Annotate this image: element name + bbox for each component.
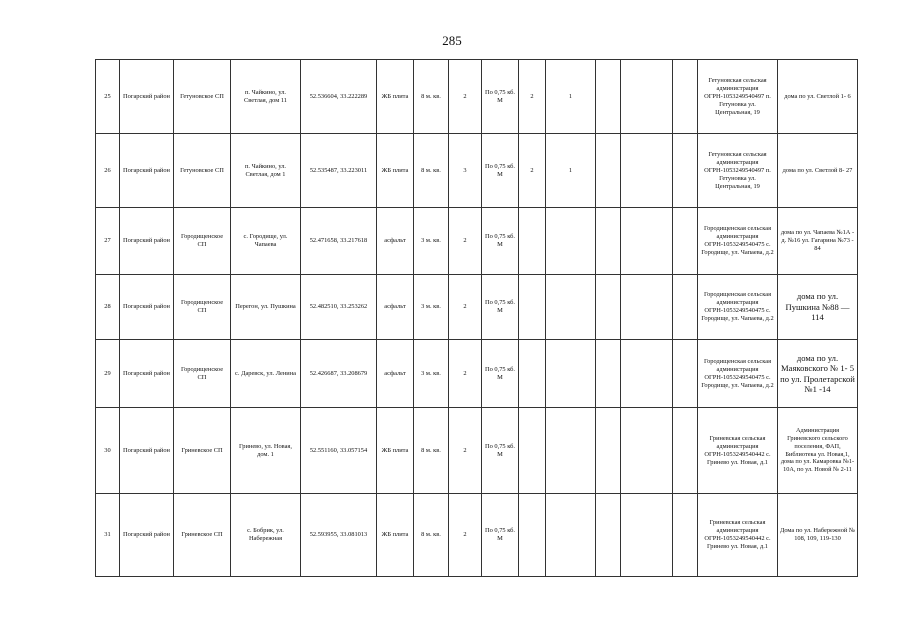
column-13-cell: [673, 208, 698, 275]
owner-cell: Гриневская сельская администрация ОГРН-1053249540442 с. Гринево ул. Новая, д.1: [698, 494, 778, 577]
coordinates-cell: 52.536604, 33.222289: [301, 60, 377, 134]
column-11-cell: [596, 60, 621, 134]
column-12-cell: [621, 60, 673, 134]
column-11-cell: [596, 494, 621, 577]
column-13-cell: [673, 408, 698, 494]
owner-cell: Городищенская сельская администрация ОГРН-1053249540475 с. Городище, ул. Чапаева, д.2: [698, 275, 778, 340]
area-cell: 3 м. кв.: [414, 275, 449, 340]
column-11-cell: [596, 208, 621, 275]
table-body: [96, 60, 858, 577]
column-10-cell: [546, 408, 596, 494]
coordinates-cell: 52.482510, 33.253262: [301, 275, 377, 340]
row-number: 27: [96, 208, 120, 275]
container-volume-cell: По 0,75 кб. М: [482, 494, 519, 577]
settlement-cell: Городищенское СП: [174, 340, 231, 408]
district-cell: Погарский район: [120, 60, 174, 134]
column-12-cell: [621, 494, 673, 577]
column-12-cell: [621, 275, 673, 340]
served-objects-cell: дома по ул. Светлой 8- 27: [778, 134, 858, 208]
container-volume-cell: По 0,75 кб. М: [482, 134, 519, 208]
row-number: 31: [96, 494, 120, 577]
settlement-cell: Гетуновское СП: [174, 134, 231, 208]
owner-cell: Городищенская сельская администрация ОГРН-1053249540475 с. Городище, ул. Чапаева, д.2: [698, 340, 778, 408]
column-9-cell: 2: [519, 134, 546, 208]
served-objects-cell: Дома по ул. Набережной № 108, 109, 119-130: [778, 494, 858, 577]
surface-cell: ЖБ плита: [377, 60, 414, 134]
coordinates-cell: 52.593955, 33.081013: [301, 494, 377, 577]
coordinates-cell: 52.471658, 33.217618: [301, 208, 377, 275]
owner-cell: Гриневская сельская администрация ОГРН-1053249540442 с. Гринево ул. Новая, д.1: [698, 408, 778, 494]
table-row: [96, 340, 858, 408]
district-cell: Погарский район: [120, 494, 174, 577]
area-cell: 3 м. кв.: [414, 340, 449, 408]
district-cell: Погарский район: [120, 408, 174, 494]
address-cell: с. Городище, ул. Чапаева: [231, 208, 301, 275]
column-11-cell: [596, 275, 621, 340]
containers-count-cell: 2: [449, 60, 482, 134]
address-cell: с. Даревск, ул. Ленина: [231, 340, 301, 408]
containers-count-cell: 2: [449, 275, 482, 340]
served-objects-cell: дома по ул. Пушкина №88 — 114: [778, 275, 858, 340]
surface-cell: асфальт: [377, 340, 414, 408]
page-number: 285: [442, 33, 462, 48]
row-number: 30: [96, 408, 120, 494]
owner-cell: Гетуновская сельская администрация ОГРН-1053249540497 п. Гетуновка ул. Центральная, 19: [698, 134, 778, 208]
column-9-cell: [519, 494, 546, 577]
container-volume-cell: По 0,75 кб. М: [482, 275, 519, 340]
containers-count-cell: 2: [449, 408, 482, 494]
container-volume-cell: По 0,75 кб. М: [482, 340, 519, 408]
column-12-cell: [621, 134, 673, 208]
district-cell: Погарский район: [120, 134, 174, 208]
registry-table: [95, 59, 858, 577]
column-9-cell: [519, 275, 546, 340]
column-13-cell: [673, 275, 698, 340]
settlement-cell: Гриневское СП: [174, 494, 231, 577]
column-12-cell: [621, 340, 673, 408]
served-objects-cell: дома по ул. Светлой 1- 6: [778, 60, 858, 134]
coordinates-cell: 52.426687, 33.208679: [301, 340, 377, 408]
table-row: [96, 494, 858, 577]
surface-cell: асфальт: [377, 208, 414, 275]
row-number: 29: [96, 340, 120, 408]
district-cell: Погарский район: [120, 340, 174, 408]
table-row: [96, 208, 858, 275]
surface-cell: асфальт: [377, 275, 414, 340]
table-row: [96, 408, 858, 494]
containers-count-cell: 2: [449, 340, 482, 408]
row-number: 28: [96, 275, 120, 340]
area-cell: 3 м. кв.: [414, 208, 449, 275]
container-volume-cell: По 0,75 кб. М: [482, 60, 519, 134]
table-row: [96, 134, 858, 208]
column-9-cell: [519, 408, 546, 494]
column-11-cell: [596, 340, 621, 408]
owner-cell: Городищенская сельская администрация ОГРН-1053249540475 с. Городище, ул. Чапаева, д.2: [698, 208, 778, 275]
area-cell: 8 м. кв.: [414, 60, 449, 134]
served-objects-cell: дома по ул. Маяковского № 1- 5 по ул. Пролетарской №1 -14: [778, 340, 858, 408]
containers-count-cell: 2: [449, 494, 482, 577]
containers-count-cell: 3: [449, 134, 482, 208]
settlement-cell: Городищенское СП: [174, 208, 231, 275]
settlement-cell: Гриневское СП: [174, 408, 231, 494]
column-10-cell: [546, 340, 596, 408]
address-cell: п. Чайкино, ул. Светлая, дом 1: [231, 134, 301, 208]
container-volume-cell: По 0,75 кб. М: [482, 208, 519, 275]
district-cell: Погарский район: [120, 275, 174, 340]
column-10-cell: [546, 494, 596, 577]
column-12-cell: [621, 208, 673, 275]
column-10-cell: 1: [546, 60, 596, 134]
area-cell: 8 м. кв.: [414, 134, 449, 208]
column-13-cell: [673, 134, 698, 208]
column-13-cell: [673, 340, 698, 408]
column-10-cell: 1: [546, 134, 596, 208]
coordinates-cell: 52.535487, 33.223011: [301, 134, 377, 208]
row-number: 26: [96, 134, 120, 208]
surface-cell: ЖБ плита: [377, 494, 414, 577]
column-9-cell: [519, 340, 546, 408]
table-row: [96, 275, 858, 340]
district-cell: Погарский район: [120, 208, 174, 275]
address-cell: Перегон, ул. Пушкина: [231, 275, 301, 340]
settlement-cell: Гетуновское СП: [174, 60, 231, 134]
area-cell: 8 м. кв.: [414, 494, 449, 577]
surface-cell: ЖБ плита: [377, 408, 414, 494]
row-number: 25: [96, 60, 120, 134]
surface-cell: ЖБ плита: [377, 134, 414, 208]
coordinates-cell: 52.551160, 33.057154: [301, 408, 377, 494]
address-cell: Гринево, ул. Новая, дом. 1: [231, 408, 301, 494]
settlement-cell: Городищенское СП: [174, 275, 231, 340]
column-13-cell: [673, 60, 698, 134]
served-objects-cell: Администрация Гриневского сельского поселения, ФАП, Библиотека ул. Новая,1, дома по ул. Камаровка №1-10А, по ул. Новой № 2-11: [778, 408, 858, 494]
served-objects-cell: дома по ул. Чапаева №1А - д. №16 ул. Гагарина №73 - 84: [778, 208, 858, 275]
column-11-cell: [596, 408, 621, 494]
column-11-cell: [596, 134, 621, 208]
table-row: [96, 60, 858, 134]
column-10-cell: [546, 208, 596, 275]
column-9-cell: 2: [519, 60, 546, 134]
column-13-cell: [673, 494, 698, 577]
column-10-cell: [546, 275, 596, 340]
containers-count-cell: 2: [449, 208, 482, 275]
owner-cell: Гетуновская сельская администрация ОГРН-1053249540497 п. Гетуновка ул. Центральная, 19: [698, 60, 778, 134]
column-12-cell: [621, 408, 673, 494]
container-volume-cell: По 0,75 кб. М: [482, 408, 519, 494]
area-cell: 8 м. кв.: [414, 408, 449, 494]
address-cell: п. Чайкино, ул. Светлая, дом 11: [231, 60, 301, 134]
address-cell: с. Бобрик, ул. Набережная: [231, 494, 301, 577]
column-9-cell: [519, 208, 546, 275]
